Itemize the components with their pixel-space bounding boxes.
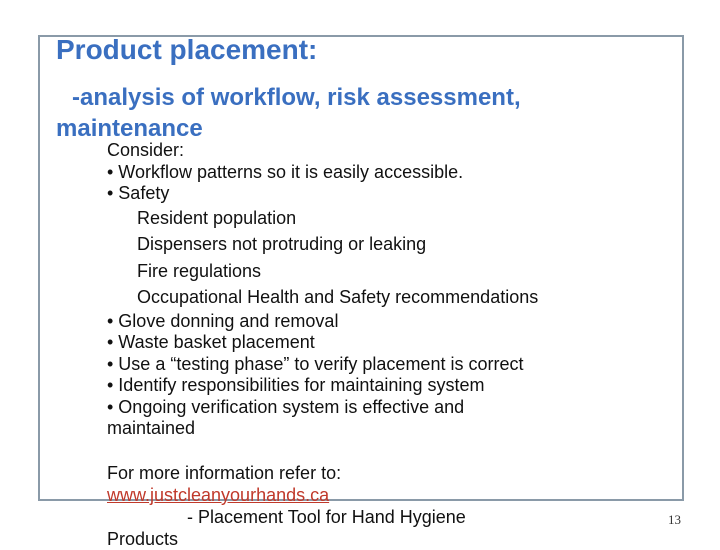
bullet-verification-cont: maintained (107, 418, 196, 438)
placement-tool-text: - Placement Tool for Hand Hygiene (187, 507, 466, 527)
slide-subtitle (56, 82, 656, 144)
safety-item-resident: Resident population (137, 207, 297, 228)
safety-item-ohs: Occupational Health and Safety recommendations (137, 287, 539, 307)
subtitle-line-1: -analysis of workflow, risk assessment, (72, 84, 521, 111)
bullet-responsibilities: • Identify responsibilities for maintaining system (107, 375, 485, 395)
slide-body (107, 140, 627, 440)
bullet-glove: • Glove donning and removal (107, 310, 339, 331)
safety-item-dispensers: Dispensers not protruding or leaking (137, 234, 427, 254)
products-text: Products (107, 529, 179, 549)
bullet-workflow: • Workflow patterns so it is easily accessible. (107, 161, 464, 182)
bullet-verification: • Ongoing verification system is effective and (107, 396, 465, 417)
more-info-block (107, 462, 466, 550)
subtitle-line-2: maintenance (56, 115, 203, 142)
bullet-testing-phase: • Use a “testing phase” to verify placement is correct (107, 353, 524, 374)
safety-item-fire: Fire regulations (137, 260, 262, 281)
slide-title: Product placement: (56, 34, 318, 65)
page-number: 13 (668, 512, 681, 527)
more-info-label: For more information refer to: (107, 463, 342, 483)
bullet-waste-basket: • Waste basket placement (107, 332, 315, 352)
resource-link[interactable]: www.justcleanyourhands.ca (107, 485, 330, 505)
consider-label: Consider: (107, 140, 185, 160)
bullet-safety: • Safety (107, 183, 170, 203)
